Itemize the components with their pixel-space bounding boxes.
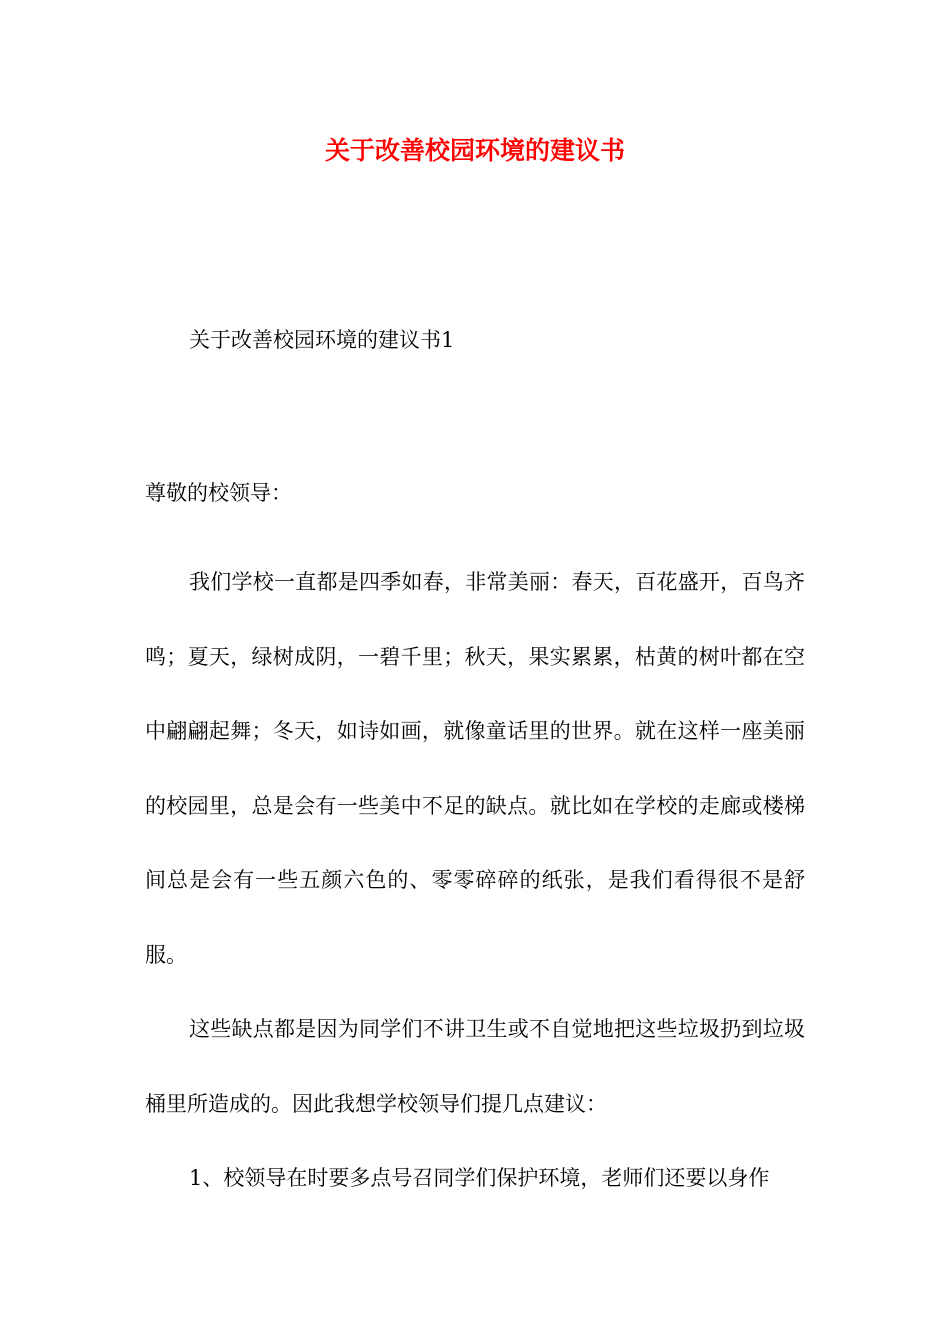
paragraph-3: 1、校领导在时要多点号召同学们保护环境，老师们还要以身作 [189, 1166, 770, 1190]
paragraph-2: 这些缺点都是因为同学们不讲卫生或不自觉地把这些垃圾扔到垃圾桶里所造成的。因此我想学校领导们提几点建议： [145, 1017, 805, 1116]
document-title: 关于改善校园环境的建议书 [324, 136, 625, 165]
section-heading: 关于改善校园环境的建议书1 [189, 328, 455, 352]
salutation: 尊敬的校领导： [145, 481, 292, 505]
body-text [145, 545, 805, 1216]
paragraph-1: 我们学校一直都是四季如春，非常美丽：春天，百花盛开，百鸟齐鸣；夏天，绿树成阴，一碧千里；秋天，果实累累，枯黄的树叶都在空中翩翩起舞；冬天，如诗如画，就像童话里的世界。就在这样一座美丽的校园里，总是会有一些美中不足的缺点。就比如在学校的走廊或楼梯间总是会有一些五颜六色的、零零碎碎的纸张，是我们看得很不是舒服。 [145, 570, 805, 967]
